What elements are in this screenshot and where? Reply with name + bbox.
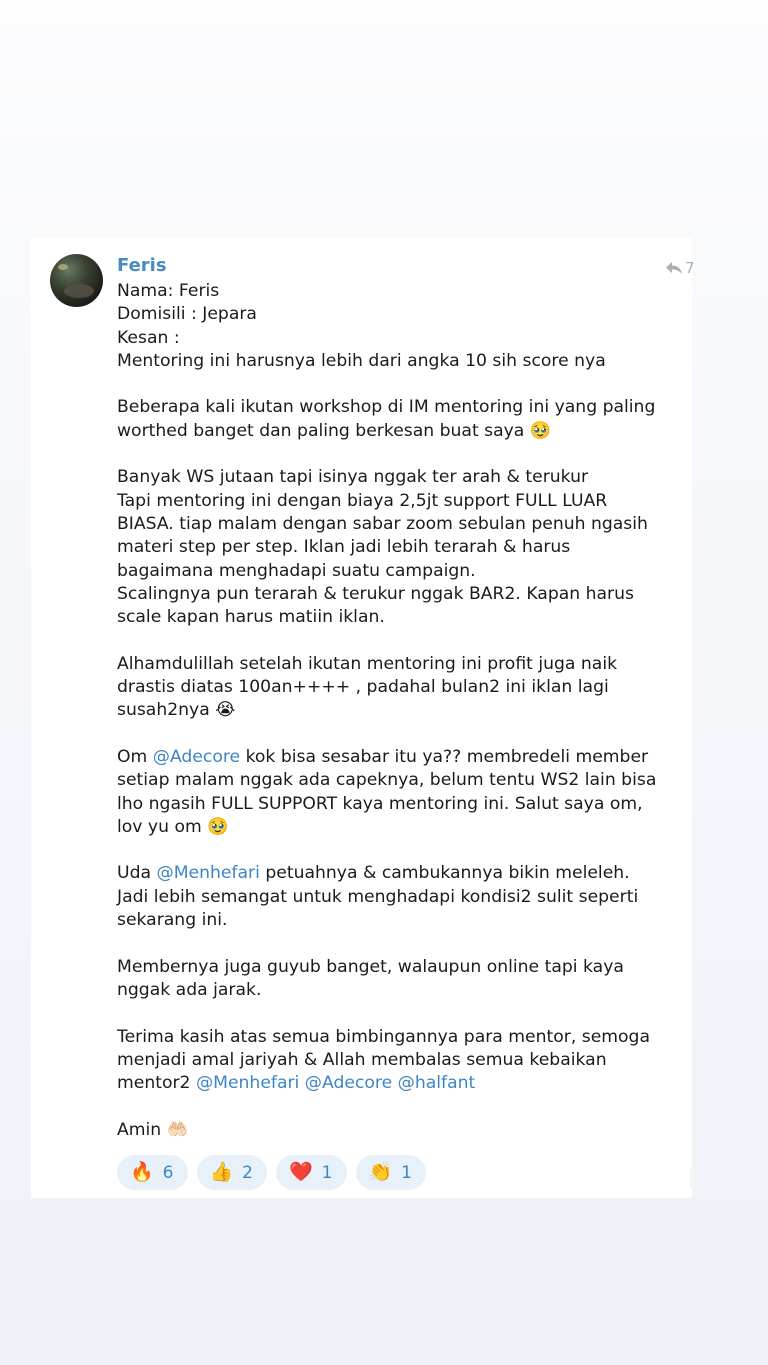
reaction-chip[interactable] <box>117 1155 188 1190</box>
message-line <box>117 676 677 699</box>
message-line <box>117 1049 677 1072</box>
sender-name[interactable]: Feris <box>117 255 167 276</box>
message-line <box>117 466 677 489</box>
reaction-chip[interactable] <box>356 1155 427 1190</box>
avatar-light <box>58 264 68 270</box>
message-card <box>31 238 695 1198</box>
message-text-segment: Banyak WS jutaan tapi isinya nggak ter arah & terukur <box>117 467 589 488</box>
message-line <box>117 793 677 816</box>
message-text-segment: Terima kasih atas semua bimbingannya para mentor, semoga <box>117 1026 650 1047</box>
message-text-segment: Scalingnya pun terarah & terukur nggak BAR2. Kapan harus <box>117 583 634 604</box>
message-line <box>117 816 677 839</box>
reaction-chip[interactable] <box>197 1155 268 1190</box>
message-line <box>117 699 677 722</box>
mention-link[interactable]: @halfant <box>397 1073 476 1094</box>
message-text-segment: materi step per step. Iklan jadi lebih terarah & harus <box>117 537 571 558</box>
message-text-segment: sekarang ini. <box>117 910 228 931</box>
message-text-segment: menjadi amal jariyah & Allah membalas semua kebaikan <box>117 1049 607 1070</box>
message-line <box>117 583 677 606</box>
message-line <box>117 839 677 862</box>
message-line <box>117 746 677 769</box>
reply-count: 7 <box>685 259 695 277</box>
message-text-segment: petuahnya & cambukannya bikin meleleh. <box>259 863 630 884</box>
message-text-segment: drastis diatas 100an++++ , padahal bulan2 ini iklan lagi <box>117 677 609 698</box>
message-line <box>117 979 677 1002</box>
message-text-segment: nggak ada jarak. <box>117 979 262 1000</box>
card-edge <box>690 1168 694 1188</box>
message-line <box>117 396 677 419</box>
clap-icon: 👏 <box>368 1161 393 1183</box>
message-text-segment: setiap malam nggak ada capeknya, belum tentu WS2 lain bisa <box>117 770 657 791</box>
message-line <box>117 350 677 373</box>
mention-link[interactable]: @Adecore <box>304 1073 393 1094</box>
message-line <box>117 1026 677 1049</box>
message-text-segment: Jadi lebih semangat untuk menghadapi kondisi2 sulit seperti <box>117 886 639 907</box>
reaction-count: 2 <box>242 1162 253 1183</box>
reply-count-indicator[interactable] <box>665 258 695 278</box>
message-line <box>117 629 677 652</box>
message-line <box>117 909 677 932</box>
sender-avatar[interactable] <box>50 254 103 307</box>
message-line <box>117 373 677 396</box>
message-text-segment: scale kapan harus matiin iklan. <box>117 607 385 628</box>
message-text-segment: Tapi mentoring ini dengan biaya 2,5jt support FULL LUAR <box>117 490 608 511</box>
message-line <box>117 1095 677 1118</box>
message-text-segment: susah2nya 😭 <box>117 700 236 721</box>
message-text-segment: Alhamdulillah setelah ikutan mentoring ini profit juga naik <box>117 653 618 674</box>
message-line <box>117 862 677 885</box>
message-line <box>117 769 677 792</box>
reactions-bar <box>117 1155 426 1190</box>
message-line <box>117 513 677 536</box>
message-line <box>117 303 677 326</box>
message-line <box>117 653 677 676</box>
message-line <box>117 886 677 909</box>
message-line <box>117 723 677 746</box>
message-text-segment: BIASA. tiap malam dengan sabar zoom sebulan penuh ngasih <box>117 513 648 534</box>
mention-link[interactable]: @Menhefari <box>156 863 260 884</box>
message-line <box>117 560 677 583</box>
message-text-segment: worthed banget dan paling berkesan buat saya 🥹 <box>117 420 552 441</box>
message-text-segment: Uda <box>117 863 157 884</box>
message-text-segment: lov yu om 🥹 <box>117 816 229 837</box>
message-line <box>117 536 677 559</box>
heart-icon: ❤️ <box>289 1161 313 1183</box>
message-line <box>117 1072 677 1095</box>
message-text-segment: bagaimana menghadapi suatu campaign. <box>117 560 476 581</box>
message-text-segment: Kesan : <box>117 327 180 348</box>
thumbs-up-icon: 👍 <box>209 1161 234 1183</box>
message-text-segment: Membernya juga guyub banget, walaupun online tapi kaya <box>117 956 624 977</box>
message-text <box>117 280 677 1142</box>
fire-icon: 🔥 <box>130 1161 154 1183</box>
message-text-segment: Nama: Feris <box>117 281 220 301</box>
message-line <box>117 327 677 350</box>
reaction-chip[interactable] <box>276 1155 347 1190</box>
reaction-count: 1 <box>321 1162 333 1183</box>
message-line <box>117 956 677 979</box>
message-line <box>117 490 677 513</box>
reaction-count: 1 <box>401 1162 412 1183</box>
message-text-segment: Domisili : Jepara <box>117 304 257 325</box>
message-text-segment: lho ngasih FULL SUPPORT kaya mentoring ini. Salut saya om, <box>117 793 643 814</box>
message-text-segment: Mentoring ini harusnya lebih dari angka 10 sih score nya <box>117 350 606 371</box>
message-text-segment: Amin 🤲🏻 <box>117 1119 189 1140</box>
message-line <box>117 280 677 303</box>
message-line <box>117 932 677 955</box>
message-line <box>117 1119 677 1142</box>
message-text-segment: Beberapa kali ikutan workshop di IM mentoring ini yang paling <box>117 397 656 418</box>
message-line <box>117 420 677 443</box>
message-text-segment: mentor2 <box>117 1073 196 1094</box>
message-line <box>117 443 677 466</box>
message-text-segment: kok bisa sesabar itu ya?? membredeli member <box>240 746 649 767</box>
mention-link[interactable]: @Menhefari <box>195 1073 300 1094</box>
reply-icon <box>665 260 683 276</box>
message-line <box>117 1002 677 1025</box>
message-line <box>117 606 677 629</box>
avatar-road <box>64 284 94 298</box>
mention-link[interactable]: @Adecore <box>152 746 241 767</box>
message-text-segment: Om <box>117 746 153 767</box>
reaction-count: 6 <box>162 1162 174 1183</box>
